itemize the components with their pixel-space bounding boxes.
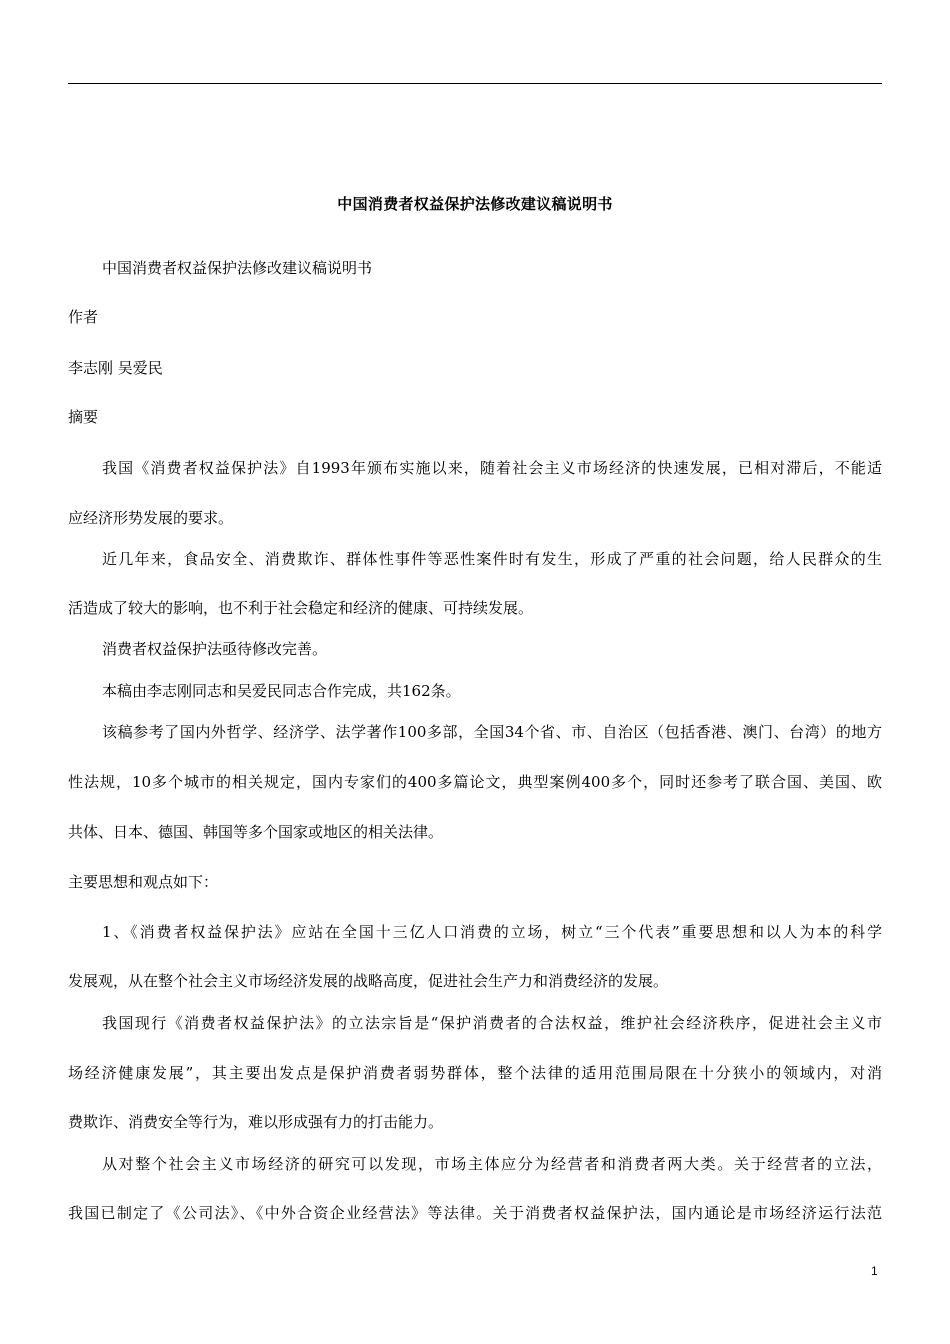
- paragraph-line: 我国《消费者权益保护法》自1993年颁布实施以来，随着社会主义市场经济的快速发展，已相对滞后，不能适: [102, 459, 882, 477]
- paragraph-line: 共体、日本、德国、韩国等多个国家或地区的相关法律。: [68, 823, 444, 841]
- paragraph-line: 性法规，10多个城市的相关规定，国内专家们的400多篇论文，典型案例400多个，同时还参考了联合国、美国、欧: [68, 773, 882, 791]
- paragraph-line: 消费者权益保护法亟待修改完善。: [102, 640, 328, 658]
- paragraph-line: 近几年来，食品安全、消费欺诈、群体性事件等恶性案件时有发生，形成了严重的社会问题，给人民群众的生: [102, 550, 882, 568]
- author-label: 作者: [68, 308, 99, 326]
- authors: 李志刚 吴爱民: [68, 359, 163, 377]
- paragraph-line: 该稿参考了国内外哲学、经济学、法学著作100多部，全国34个省、市、自治区（包括香港、澳门、台湾）的地方: [102, 723, 882, 741]
- paragraph-line: 费欺诈、消费安全等行为，难以形成强有力的打击能力。: [68, 1113, 444, 1131]
- paragraph-line: 我国已制定了《公司法》、《中外合资企业经营法》等法律。关于消费者权益保护法，国内通论是市场经济运行法范: [68, 1204, 882, 1222]
- paragraph-line: 活造成了较大的影响，也不利于社会稳定和经济的健康、可持续发展。: [68, 599, 534, 617]
- abstract-label: 摘要: [68, 408, 99, 426]
- page-number: 1: [871, 1264, 878, 1278]
- document-title: 中国消费者权益保护法修改建议稿说明书: [337, 195, 613, 213]
- paragraph-line: 发展观，从在整个社会主义市场经济发展的战略高度，促进社会生产力和消费经济的发展。: [68, 972, 669, 990]
- section-heading: 主要思想和观点如下：: [68, 873, 219, 891]
- paragraph-line: 应经济形势发展的要求。: [68, 509, 234, 527]
- paragraph-line: 本稿由李志刚同志和吴爱民同志合作完成，共162条。: [102, 682, 461, 700]
- paragraph-line: 从对整个社会主义市场经济的研究可以发现，市场主体应分为经营者和消费者两大类。关于经营者的立法，: [102, 1155, 882, 1173]
- paragraph-line: 我国现行《消费者权益保护法》的立法宗旨是“保护消费者的合法权益，维护社会经济秩序，促进社会主义市: [102, 1014, 882, 1032]
- header-rule: [68, 83, 882, 84]
- paragraph-line: 1、《消费者权益保护法》应站在全国十三亿人口消费的立场，树立“三个代表”重要思想和以人为本的科学: [102, 923, 882, 941]
- subtitle: 中国消费者权益保护法修改建议稿说明书: [102, 259, 373, 277]
- paragraph-line: 场经济健康发展”，其主要出发点是保护消费者弱势群体，整个法律的适用范围局限在十分狭小的领域内，对消: [68, 1064, 882, 1082]
